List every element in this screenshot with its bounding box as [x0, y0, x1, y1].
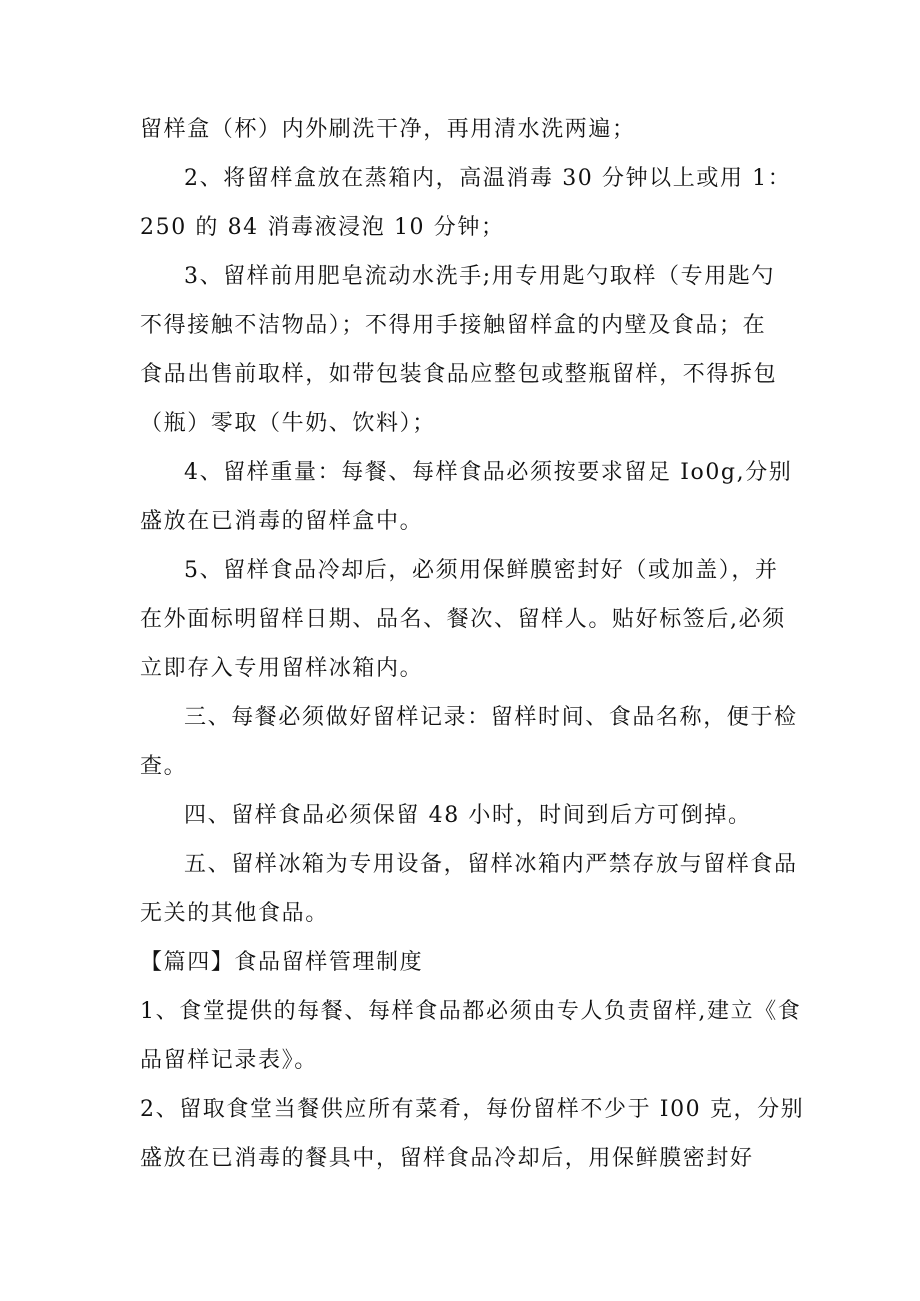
- text-line: 3、留样前用肥皂流动水洗手;用专用匙勺取样（专用匙勺: [184, 264, 776, 289]
- text-line: 品留样记录表》。: [140, 1048, 318, 1073]
- text-line: 2、留取食堂当餐供应所有菜肴，每份留样不少于 I00 克，分别: [140, 1097, 805, 1122]
- text-line: （瓶）零取（牛奶、饮料）；: [140, 411, 436, 436]
- text-line: 立即存入专用留样冰箱内。: [140, 656, 424, 681]
- section-heading: 【篇四】食品留样管理制度: [140, 950, 424, 975]
- text-line: 4、留样重量：每餐、每样食品必须按要求留足 Io0g,分别: [184, 460, 793, 485]
- text-line: 250 的 84 消毒液浸泡 10 分钟；: [140, 215, 505, 240]
- text-line: 不得接触不洁物品）；不得用手接触留样盒的内壁及食品；在: [140, 313, 767, 338]
- text-line: 三、每餐必须做好留样记录：留样时间、食品名称，便于检: [184, 705, 798, 730]
- text-line: 查。: [140, 754, 188, 779]
- text-line: 5、留样食品冷却后，必须用保鲜膜密封好（或加盖），并: [184, 558, 779, 583]
- text-line: 盛放在已消毒的餐具中，留样食品冷却后，用保鲜膜密封好: [140, 1146, 754, 1171]
- text-line: 在外面标明留样日期、品名、餐次、留样人。贴好标签后,必须: [140, 607, 786, 632]
- text-line: 1、食堂提供的每餐、每样食品都必须由专人负责留样,建立《食: [140, 999, 802, 1024]
- text-line: 无关的其他食品。: [140, 901, 329, 926]
- text-line: 盛放在已消毒的留样盒中。: [140, 509, 424, 534]
- text-line: 食品出售前取样，如带包装食品应整包或整瓶留样，不得拆包: [140, 362, 778, 387]
- text-line: 四、留样食品必须保留 48 小时，时间到后方可倒掉。: [184, 803, 752, 828]
- text-line: 2、将留样盒放在蒸箱内，高温消毒 30 分钟以上或用 1：: [184, 166, 792, 191]
- text-line: 五、留样冰箱为专用设备，留样冰箱内严禁存放与留样食品: [184, 852, 798, 877]
- text-line: 留样盒（杯）内外刷洗干净，再用清水洗两遍；: [140, 117, 636, 142]
